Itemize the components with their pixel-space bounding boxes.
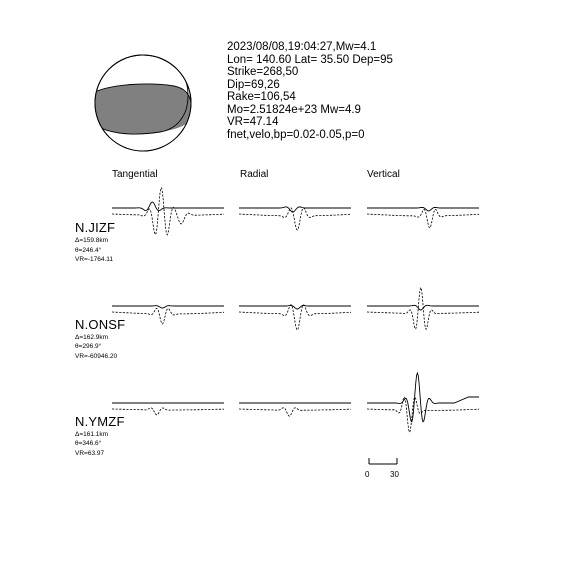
observed-waveform — [239, 208, 351, 230]
time-scale-end-label: 30 — [390, 470, 399, 479]
header-event-line: 2023/08/08,19:04:27,Mw=4.1 — [227, 41, 377, 53]
observed-waveform — [367, 209, 479, 227]
station-azimuth: θ=296.9° — [75, 343, 102, 350]
observed-waveform — [239, 408, 351, 417]
station-distance: Δ=159.8km — [75, 237, 109, 244]
station-name: N.YMZF — [75, 414, 125, 429]
station-name: N.JIZF — [75, 220, 116, 235]
station-distance: Δ=162.9km — [75, 334, 109, 341]
station-distance: Δ=161.1km — [75, 431, 109, 438]
header-vr-line: VR=47.14 — [227, 116, 279, 128]
observed-waveform — [367, 397, 479, 432]
waveform-traces — [112, 188, 479, 432]
column-heading-vertical: Vertical — [367, 169, 400, 180]
header-moment-line: Mo=2.51824e+23 Mw=4.9 — [227, 104, 361, 116]
column-heading-radial: Radial — [240, 169, 269, 180]
synthetic-waveform — [367, 208, 479, 212]
station-azimuth: θ=246.4° — [75, 247, 102, 254]
station-vr: VR=63.97 — [75, 450, 105, 457]
synthetic-waveform — [367, 373, 479, 422]
synthetic-waveform — [112, 306, 224, 308]
observed-waveform — [112, 188, 224, 235]
column-heading-tangential: Tangential — [112, 169, 158, 180]
station-name: N.ONSF — [75, 317, 126, 332]
observed-waveform — [112, 308, 224, 324]
observed-waveform — [367, 288, 479, 330]
synthetic-waveform — [239, 306, 351, 310]
header-dip-line: Dip=69,26 — [227, 79, 280, 91]
station-azimuth: θ=346.6° — [75, 440, 102, 447]
focal-mechanism-beachball — [95, 55, 191, 151]
synthetic-waveform — [239, 207, 351, 212]
station-vr: VR=-1764.11 — [75, 256, 114, 263]
header-strike-line: Strike=268,50 — [227, 66, 299, 78]
header-rake-line: Rake=106,54 — [227, 91, 296, 103]
time-scale-start-label: 0 — [365, 470, 370, 479]
header-location-line: Lon= 140.60 Lat= 35.50 Dep=95 — [227, 54, 393, 66]
observed-waveform — [239, 305, 351, 330]
time-scale-bar — [369, 458, 397, 464]
station-vr: VR=-60946.20 — [75, 353, 118, 360]
header-processing-line: fnet,velo,bp=0.02-0.05,p=0 — [227, 129, 365, 141]
synthetic-waveform — [112, 202, 224, 211]
observed-waveform — [112, 408, 224, 415]
